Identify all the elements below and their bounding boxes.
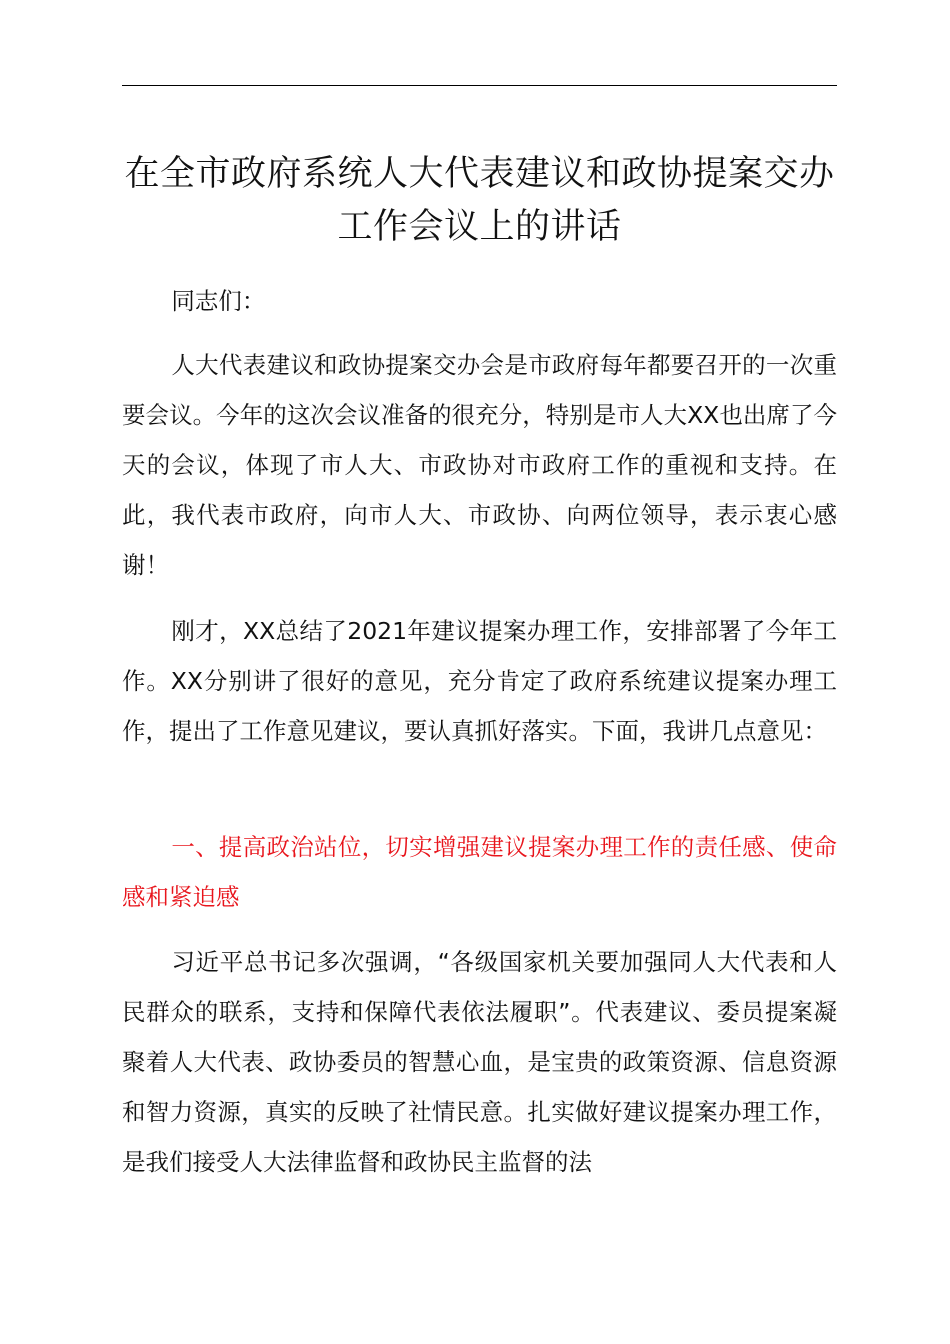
paragraph-1: 人大代表建议和政协提案交办会是市政府每年都要召开的一次重要会议。今年的这次会议准备的很充分，特别是市人大XX也出席了今天的会议，体现了市人大、市政协对市政府工作的重视和支持。在此，我代表市政府，向市人大、市政协、向两位领导，表示衷心感谢！ [122,351,837,579]
paragraph-2: 刚才，XX总结了2021年建议提案办理工作，安排部署了今年工作。XX分别讲了很好的意见，充分肯定了政府系统建议提案办理工作，提出了工作意见建议，要认真抓好落实。下面，我讲几点意见： [122,617,837,745]
document-title: 在全市政府系统人大代表建议和政协提案交办工作会议上的讲话 [124,154,835,247]
section-heading-1: 一、提高政治站位，切实增强建议提案办理工作的责任感、使命感和紧迫感 [122,833,837,911]
header-rule [122,85,837,86]
salutation: 同志们： [171,287,266,315]
paragraph-3: 习近平总书记多次强调，“各级国家机关要加强同人大代表和人民群众的联系，支持和保障代表依法履职”。代表建议、委员提案凝聚着人大代表、政协委员的智慧心血，是宝贵的政策资源、信息资源和智力资源，真实的反映了社情民意。扎实做好建议提案办理工作，是我们接受人大法律监督和政协民主监督的法 [122,948,837,1176]
